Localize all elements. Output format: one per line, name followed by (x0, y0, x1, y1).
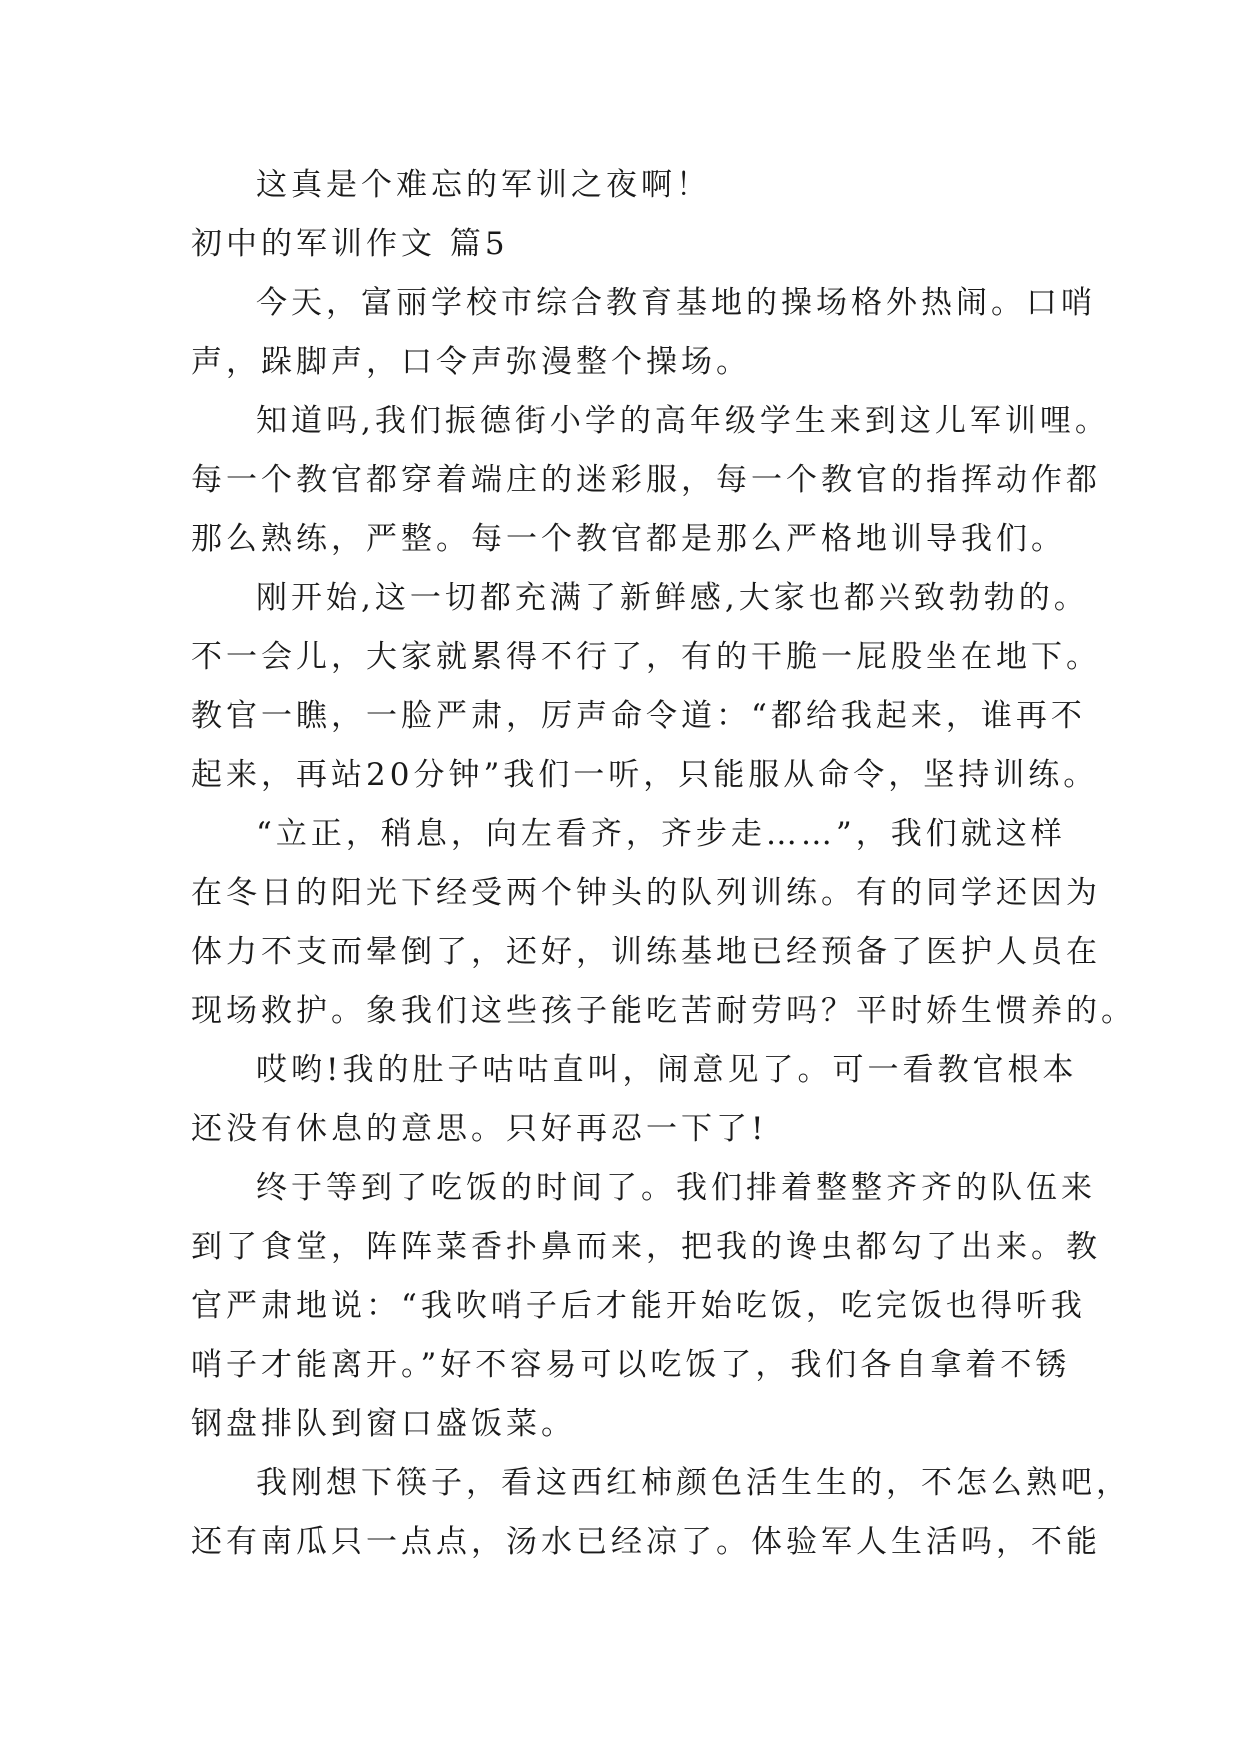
paragraph-line: 我刚想下筷子，看这西红柿颜色活生生的，不怎么熟吧， (256, 1465, 1131, 1501)
paragraph-line: 还有南瓜只一点点，汤水已经凉了。体验军人生活吗，不能 (191, 1524, 1101, 1560)
paragraph-line: 每一个教官都穿着端庄的迷彩服，每一个教官的指挥动作都 (191, 462, 1101, 498)
paragraph-line: 还没有休息的意思。只好再忍一下了! (191, 1111, 768, 1147)
paragraph-line: 教官一瞧，一脸严肃，厉声命令道：“都给我起来，谁再不 (191, 698, 1086, 734)
paragraph-line: 不一会儿，大家就累得不行了，有的干脆一屁股坐在地下。 (191, 639, 1101, 675)
paragraph-line: 钢盘排队到窗口盛饭菜。 (191, 1406, 576, 1442)
paragraph-line: 那么熟练，严整。每一个教官都是那么严格地训导我们。 (191, 521, 1066, 557)
paragraph-line: 体力不支而晕倒了，还好，训练基地已经预备了医护人员在 (191, 934, 1101, 970)
paragraph-line: 到了食堂，阵阵菜香扑鼻而来，把我的谗虫都勾了出来。教 (191, 1229, 1101, 1265)
paragraph-line: “立正，稍息，向左看齐，齐步走……”，我们就这样 (256, 816, 1066, 852)
paragraph-line: 哎哟!我的肚子咕咕直叫，闹意见了。可一看教官根本 (256, 1052, 1078, 1088)
paragraph-line: 现场救护。象我们这些孩子能吃苦耐劳吗？平时娇生惯养的。 (191, 993, 1136, 1029)
paragraph-line: 知道吗,我们振德街小学的高年级学生来到这儿军训哩。 (256, 403, 1110, 439)
paragraph-line: 今天，富丽学校市综合教育基地的操场格外热闹。口哨 (256, 285, 1096, 321)
paragraph-line: 哨子才能离开。”好不容易可以吃饭了，我们各自拿着不锈 (191, 1347, 1071, 1383)
paragraph-line: 刚开始,这一切都充满了新鲜感,大家也都兴致勃勃的。 (256, 580, 1089, 616)
paragraph-line: 在冬日的阳光下经受两个钟头的队列训练。有的同学还因为 (191, 875, 1101, 911)
paragraph-line: 官严肃地说：“我吹哨子后才能开始吃饭，吃完饭也得听我 (191, 1288, 1086, 1324)
paragraph-line: 终于等到了吃饭的时间了。我们排着整整齐齐的队伍来 (256, 1170, 1096, 1206)
paragraph-line: 这真是个难忘的军训之夜啊！ (256, 167, 711, 203)
section-heading: 初中的军训作文 篇5 (191, 226, 509, 262)
paragraph-line: 声，跺脚声，口令声弥漫整个操场。 (191, 344, 751, 380)
paragraph-line: 起来，再站20分钟”我们一听，只能服从命令，坚持训练。 (191, 757, 1099, 793)
